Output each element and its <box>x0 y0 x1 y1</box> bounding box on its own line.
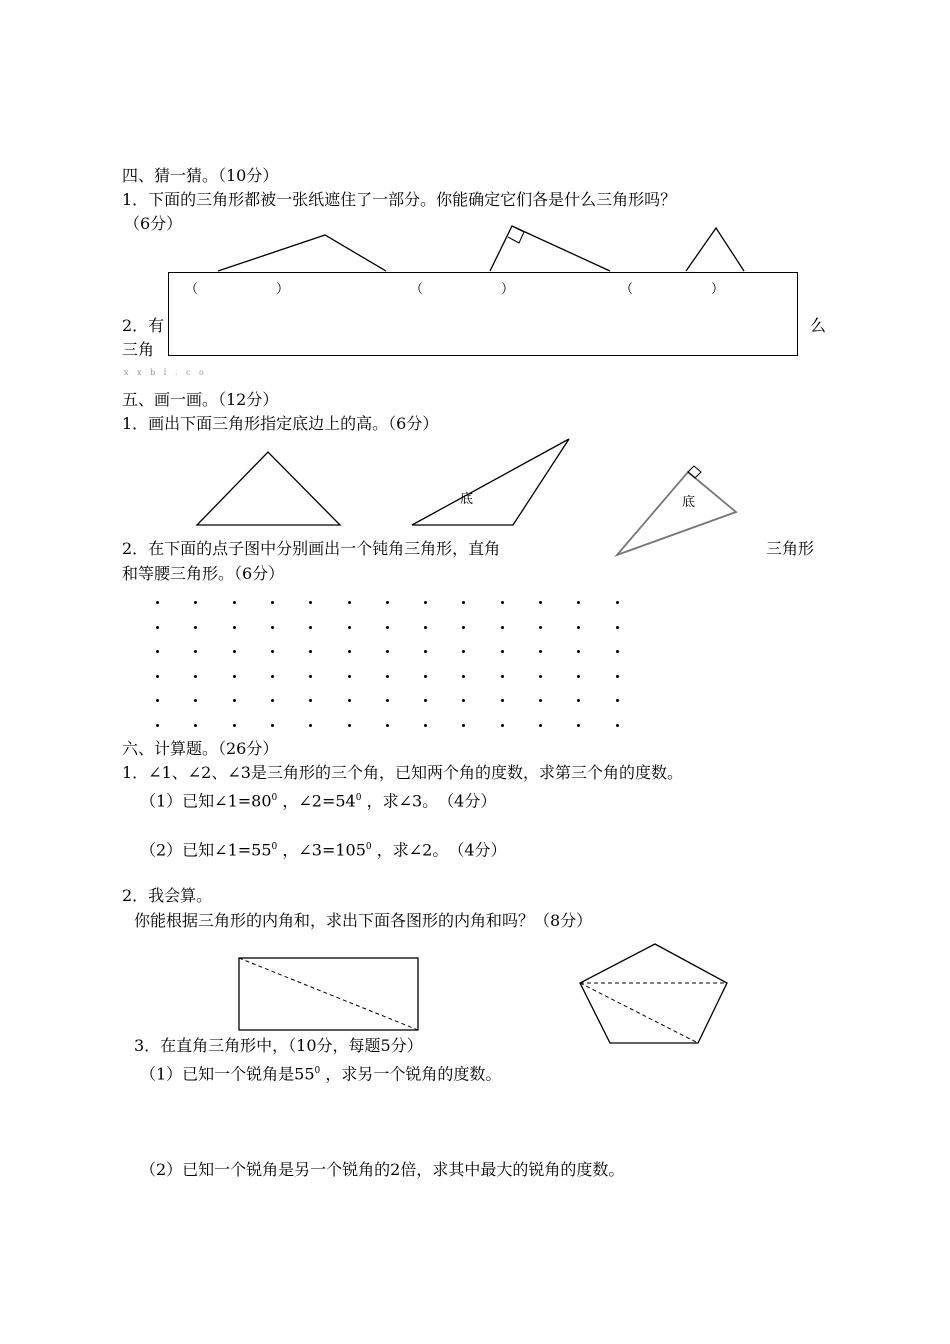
pentagon-shape <box>580 944 727 1043</box>
q1b-text: （2）已知∠1=55 <box>140 840 272 860</box>
base-label-b: 底 <box>682 495 696 510</box>
question-4-2-right: 么 <box>810 316 827 335</box>
answer-paren-3: （ ） <box>620 282 725 297</box>
q1a-text-c: ，求∠3。 （4分） <box>366 791 497 811</box>
q3a-text-b: ，求另一个锐角的度数。 <box>325 1064 502 1084</box>
question-4-1: 1．下面的三角形都被一张纸遮住了一部分。你能确定它们各是什么三角形吗？ <box>122 190 677 209</box>
section-4-title: 四、猜一猜。（10分） <box>122 166 279 185</box>
base-label-a: 底 <box>460 492 474 507</box>
q3a-text: （1）已知一个锐角是55 <box>140 1064 315 1084</box>
degree-mark: 0 <box>365 842 372 852</box>
question-6-2-sub: 你能根据三角形的内角和，求出下面各图形的内角和吗？（8分） <box>134 911 593 930</box>
question-5-2-part2: 三角形 <box>766 539 815 558</box>
answer-paren-2: （ ） <box>410 282 515 297</box>
question-5-2-line2: 和等腰三角形。（6分） <box>122 564 285 583</box>
question-4-2-line2: 三角 <box>122 340 155 359</box>
rectangle-diagonal <box>239 958 418 1030</box>
question-6-3a <box>140 1061 501 1084</box>
answer-paren-1: （ ） <box>185 282 290 297</box>
question-5-1: 1．画出下面三角形指定底边上的高。（6分） <box>122 414 439 433</box>
q1a-text-b: ，∠2=54 <box>282 791 356 811</box>
degree-mark: 0 <box>314 1066 321 1076</box>
question-4-2-left: 2．有 <box>122 316 165 335</box>
watermark: x x b l . c o <box>124 368 207 377</box>
question-5-2-part1: 2．在下面的点子图中分别画出一个钝角三角形，直角 <box>122 539 501 558</box>
degree-mark: 0 <box>271 842 278 852</box>
degree-mark: 0 <box>355 793 362 803</box>
question-6-3: 3．在直角三角形中，（10分，每题5分） <box>134 1036 423 1055</box>
question-4-1-score: （6分） <box>124 214 183 233</box>
q1a-text: （1）已知∠1=80 <box>140 791 272 811</box>
question-6-1: 1．∠1、∠2、∠3是三角形的三个角，已知两个角的度数，求第三个角的度数。 <box>122 763 683 782</box>
section-6-title: 六、计算题。（26分） <box>122 739 279 758</box>
pentagon-diagonal-2 <box>580 983 698 1043</box>
question-6-2: 2．我会算。 <box>122 886 213 905</box>
q1b-text-b: ，∠3=105 <box>282 840 366 860</box>
q1b-text-c: ，求∠2。 （4分） <box>376 840 507 860</box>
question-6-3b: （2）已知一个锐角是另一个锐角的2倍，求其中最大的锐角的度数。 <box>140 1160 625 1179</box>
degree-mark: 0 <box>271 793 278 803</box>
section-5-title: 五、画一画。（12分） <box>122 390 279 409</box>
